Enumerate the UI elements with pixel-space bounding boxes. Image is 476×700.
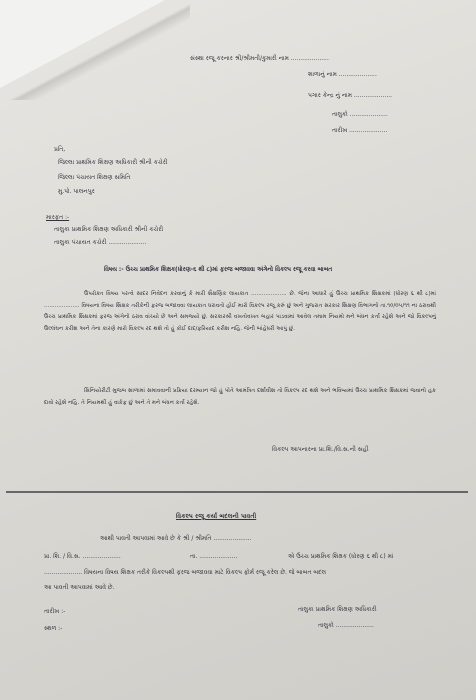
header-pay-centre-line: પગાર કેન્દ્ર નું નામ .................... xyxy=(308,92,393,99)
to-line-3: મુ.પો. પાલનપુર xyxy=(58,188,95,195)
subject-line: વિષય :- ઉચ્ચ પ્રાથમિક શિક્ષક(ધોરણ-૬ થી ૮)માં ફરજ બજાવવા અંગેનો વિકલ્પ રજૂ કરવા બાબત xyxy=(104,267,333,273)
receipt-line-2c: એ ઉચ્ચ પ્રાથમિક શિક્ષક (ધોરણ ૬ થી ૮) માં xyxy=(288,553,394,560)
receipt-officer: તાલુકા પ્રાથમિક શિક્ષણ અધિકારી xyxy=(298,606,377,613)
to-line-1: જિલ્લા પ્રાથમિક શિક્ષણ અધિકારી શ્રીની કચેરી xyxy=(58,159,168,166)
to-line-2: જિલ્લા પંચાયત શિક્ષણ સમિતિ xyxy=(58,174,131,181)
receipt-taluka: તાલુકો .................... xyxy=(318,622,374,629)
header-school-line: શાળાનું નામ .................... xyxy=(308,71,377,78)
header-taluka-line: તાલુકો .................... xyxy=(332,111,388,118)
via-line-1: તાલુકા પ્રાથમિક શિક્ષણ અધિકારી શ્રીની કચેરી xyxy=(54,226,164,233)
via-line-2: તાલુકા પંચાયત કચેરી .................... xyxy=(54,239,147,246)
receipt-line-2a: પ્રા. શિ. / વિ.સ. .................... xyxy=(44,553,121,560)
body-paragraph-1: ઉપરોક્ત વિષય પરત્વે સાદર નિવેદન કરવાનું કે મારી શૈક્ષણિક લાયકાત .................... છે. જેના આધારે હું ઉચ્ચ પ્રાથમિક શિક્ષકમાં (ધોરણ ૬ થી ૮)માં .................... વિષયના વિષય શિક્ષક તરીકેની ફરજ બજાવવા લાયકાત ધરાવતો હોઈ મારો વિકલ્પ રજૂ કરું છું અને ગુજરાત સરકાર શિક્ષણ વિભાગનો તા.૧૦/૦૫/૧૧ ના ઠરાવથી ઉચ્ચ પ્રાથમિક શિક્ષકમાં ફરજ અંગેનો ઠરાવ વાંચ્યો છે અને સમજ્યો છું. સરકારશ્રી વખતોવખત બહાર પાડવામાં આવેલ તમામ નિયમો મને બંધન કર્તા રહેશે અને જો વિકલ્પનું ઉલ્લંઘન કરીશ અને તેના કારણે મારો વિકલ્પ રદ થશે તો હું કોઈ દાદ/ફરિયાદ કરીશ નહિ. જેની બાંહેધરી આપું છું. xyxy=(44,291,436,332)
signature-line: વિકલ્પ આપનારના પ્રા.શિ./વિ.સ.ની સહી xyxy=(272,446,369,453)
header-applicant-line: સંસ્થા રજૂ કરનાર શ્રી/શ્રીમતી/કુમારી નામ .................... xyxy=(190,55,329,62)
header-date-line: તારીખ .................... xyxy=(332,127,388,134)
receipt-title: વિકલ્પ રજૂ કર્યા બદલની પાવતી xyxy=(176,513,257,520)
receipt-line-4: આ પાવતી આપવામાં આવે છે. xyxy=(44,584,115,591)
to-prati: પ્રતિ, xyxy=(54,146,66,153)
body-paragraph-2: સિનિયોરીટી મુજબ શાળામાં સમાવવાની પ્રક્રિયા દરમ્યાન જો હું પોતે આમંત્રિત દર્શાવીશ તો વિકલ્પ રદ થશે અને ભવિષ્યમાં ઉચ્ચ પ્રાથમિક શિક્ષકમાં જવાનો હક દાવો રહેશે નહિ. તે નિયમથી હું વાકેફ છું અને તે મને બંધન કર્તા રહેશે. xyxy=(44,388,436,406)
receipt-line-2b: તા. .................... xyxy=(190,553,238,560)
section-divider xyxy=(6,491,468,493)
receipt-place-label: સ્થળ :- xyxy=(44,625,63,632)
receipt-line-1: આથી પાવતી આપવામાં આવે છે કે શ્રી / શ્રીમતિ .................... xyxy=(100,535,252,542)
receipt-line-3: .................... વિષયના વિષય શિક્ષક તરીકે વિકલ્પથી ફરજ બજાવવા માટે વિકલ્પ ફોર્મ રજૂ કરેલ છે. જે બાબત બદલ xyxy=(44,569,327,576)
receipt-date-label: તારીખ :- xyxy=(44,608,66,615)
paper-fold-shadow xyxy=(0,0,190,100)
via-label: મારફત :- xyxy=(46,214,70,221)
